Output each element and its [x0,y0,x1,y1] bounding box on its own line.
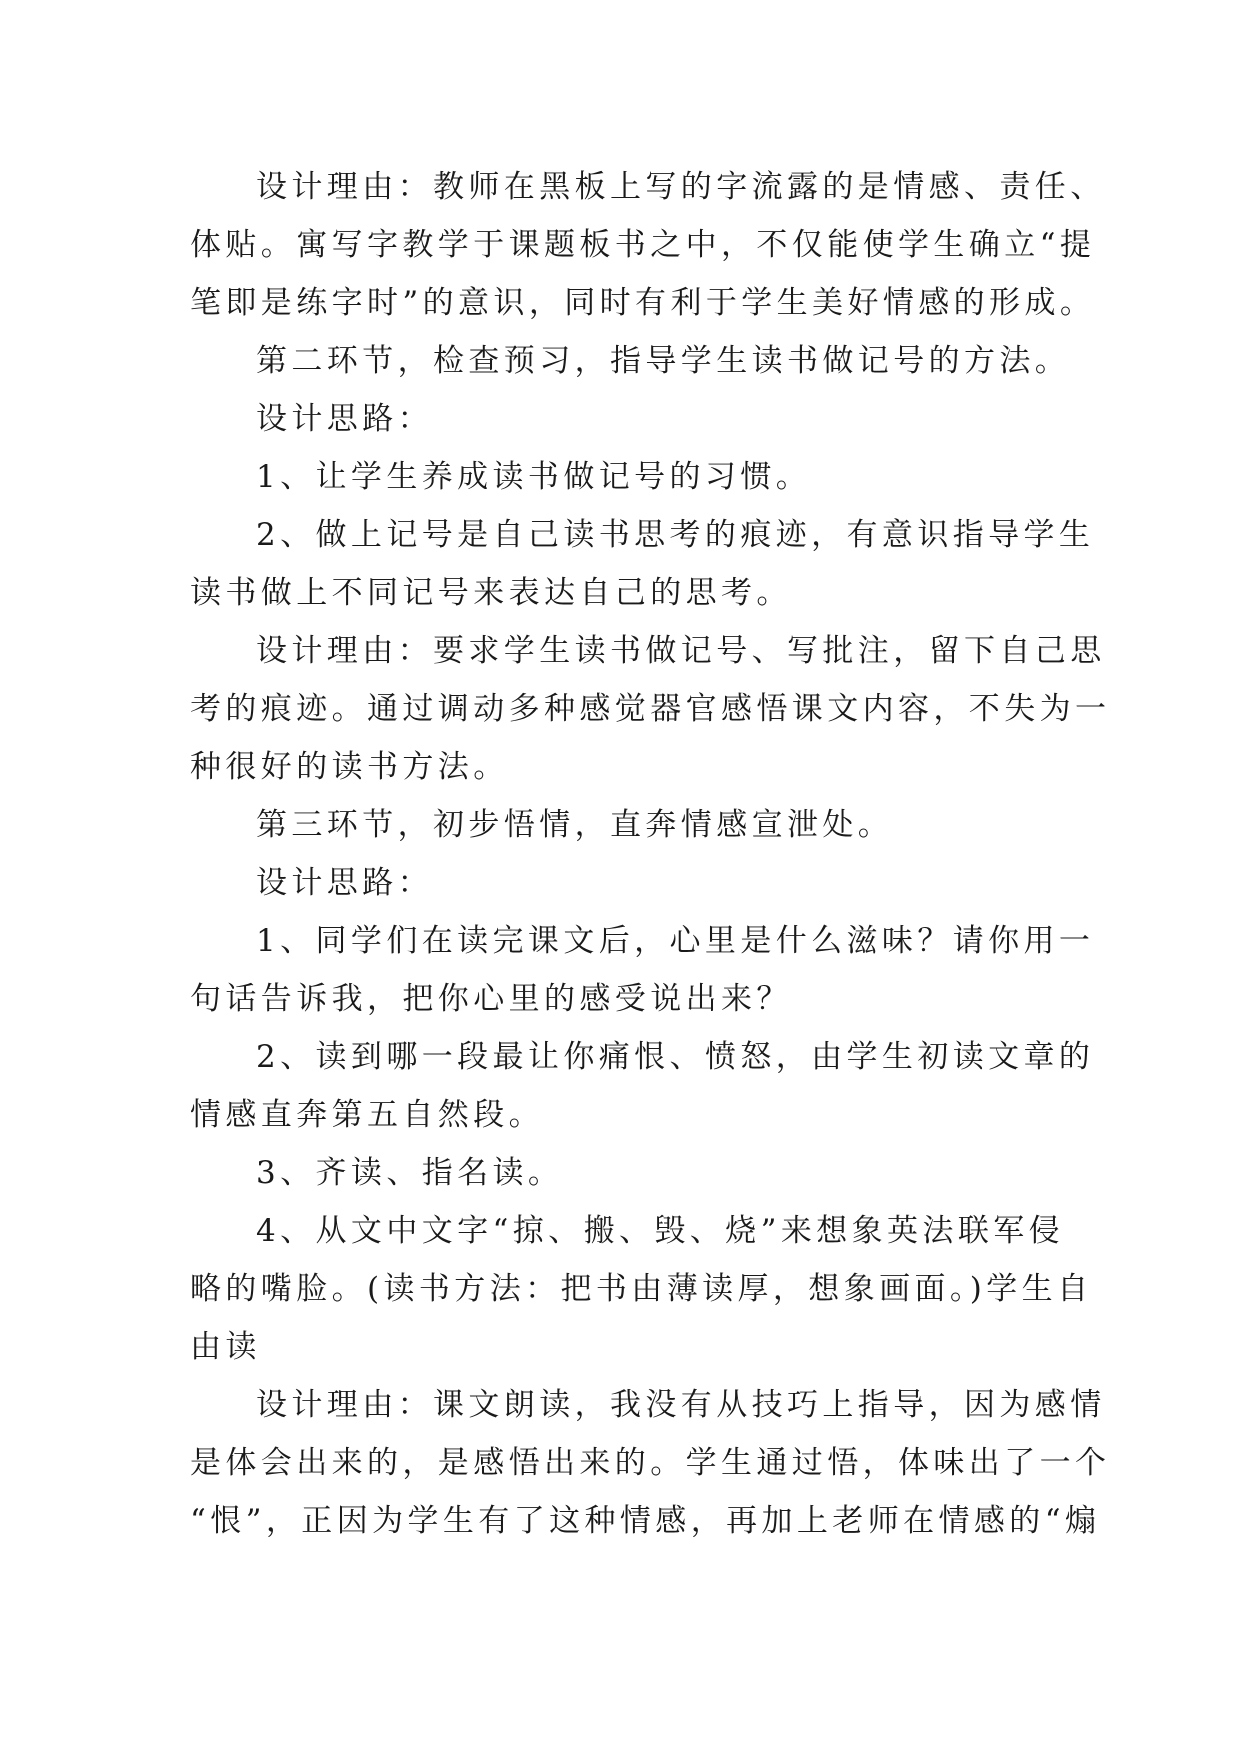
paragraph-line: 读书做上不同记号来表达自己的思考。 [190,575,792,611]
paragraph-line: 第二环节，检查预习，指导学生读书做记号的方法。 [256,343,1071,379]
paragraph-line: 第三环节，初步悟情，直奔情感宣泄处。 [256,807,894,843]
paragraph-line: 考的痕迹。通过调动多种感觉器官感悟课文内容，不失为一 [190,691,1111,727]
paragraph-line: 体贴。寓写字教学于课题板书之中，不仅能使学生确立“提 [190,227,1096,263]
paragraph-line: 设计思路： [256,865,433,901]
paragraph-line: 由读 [190,1329,261,1365]
paragraph-line: 略的嘴脸。(读书方法：把书由薄读厚，想象画面。)学生自 [190,1271,1093,1307]
paragraph-line: 是体会出来的，是感悟出来的。学生通过悟，体味出了一个 [190,1445,1111,1481]
paragraph-line: 种很好的读书方法。 [190,749,509,785]
paragraph-line: 2、做上记号是自己读书思考的痕迹，有意识指导学生 [256,517,1095,553]
paragraph-line: 笔即是练字时”的意识，同时有利于学生美好情感的形成。 [190,285,1096,321]
paragraph-line: 情感直奔第五自然段。 [190,1097,544,1133]
paragraph-line: 2、读到哪一段最让你痛恨、愤怒，由学生初读文章的 [256,1039,1095,1075]
paragraph-line: 设计思路： [256,401,433,437]
paragraph-line: 4、从文中文字“掠、搬、毁、烧”来想象英法联军侵 [256,1213,1065,1249]
paragraph-line: 1、让学生养成读书做记号的习惯。 [256,459,812,495]
paragraph-line: 设计理由：教师在黑板上写的字流露的是情感、责任、 [256,169,1106,205]
paragraph-line: 句话告诉我，把你心里的感受说出来？ [190,981,792,1017]
paragraph-line: “恨”，正因为学生有了这种情感，再加上老师在情感的“煽 [190,1503,1101,1539]
paragraph-line: 设计理由：课文朗读，我没有从技巧上指导，因为感情 [256,1387,1106,1423]
paragraph-line: 1、同学们在读完课文后，心里是什么滋味？请你用一 [256,923,1095,959]
paragraph-line: 3、齐读、指名读。 [256,1155,564,1191]
paragraph-line: 设计理由：要求学生读书做记号、写批注，留下自己思 [256,633,1106,669]
